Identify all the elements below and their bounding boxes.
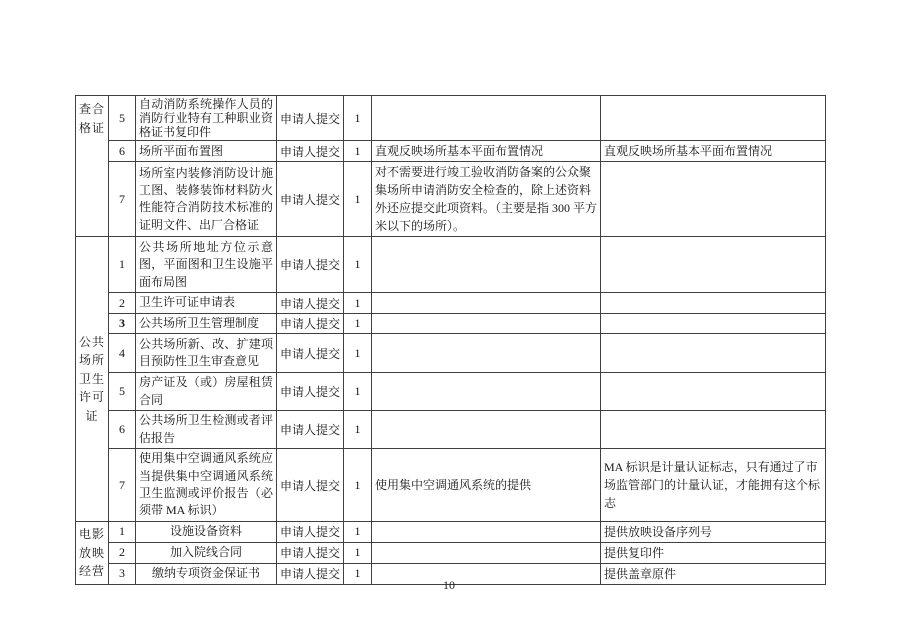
note-cell (372, 96, 601, 141)
document-name-cell: 公共场所卫生检测或者评估报告 (136, 411, 277, 449)
note-cell (372, 237, 601, 293)
row-number-cell: 5 (109, 373, 136, 411)
copies-cell: 1 (344, 334, 372, 373)
submitter-cell: 申请人提交 (277, 141, 344, 162)
remark-cell: 提供复印件 (601, 542, 826, 563)
remark-cell (601, 96, 826, 141)
remark-cell (601, 293, 826, 313)
row-number-cell: 6 (109, 411, 136, 449)
remark-cell: 直观反映场所基本平面布置情况 (601, 141, 826, 162)
category-cell: 查合格证 (76, 96, 109, 237)
remark-cell: 提供盖章原件 (601, 563, 826, 584)
remark-cell (601, 373, 826, 411)
submitter-cell: 申请人提交 (277, 542, 344, 563)
note-cell: 对不需要进行竣工验收消防备案的公众聚集场所申请消防安全检查的，除上述资料外还应提交此项资料。（主要是指 300 平方米以下的场所）。 (372, 162, 601, 237)
document-name-cell: 使用集中空调通风系统应当提供集中空调通风系统卫生监测或评价报告（必须带 MA 标识） (136, 449, 277, 522)
row-number-cell: 4 (109, 334, 136, 373)
table-row (76, 96, 826, 141)
note-cell: 使用集中空调通风系统的提供 (372, 449, 601, 522)
copies-cell: 1 (344, 162, 372, 237)
note-cell (372, 521, 601, 542)
submitter-cell: 申请人提交 (277, 96, 344, 141)
note-cell (372, 334, 601, 373)
document-name-cell: 场所室内装修消防设计施工图、装修装饰材料防火性能符合消防技术标准的证明文件、出厂合格证 (136, 162, 277, 237)
submitter-cell: 申请人提交 (277, 293, 344, 313)
copies-cell: 1 (344, 141, 372, 162)
table-row (76, 141, 826, 162)
submitter-cell: 申请人提交 (277, 162, 344, 237)
table-row (76, 293, 826, 313)
table-body (76, 96, 826, 585)
copies-cell: 1 (344, 373, 372, 411)
row-number-cell: 7 (109, 449, 136, 522)
category-cell: 电影放映经营 (76, 521, 109, 584)
page-number: 10 (443, 578, 455, 592)
row-number-cell: 3 (109, 563, 136, 584)
table-row (76, 373, 826, 411)
remark-cell (601, 313, 826, 333)
copies-cell: 1 (344, 563, 372, 584)
note-cell (372, 313, 601, 333)
copies-cell: 1 (344, 449, 372, 522)
row-number-cell: 1 (109, 237, 136, 293)
document-name-cell: 自动消防系统操作人员的消防行业特有工种职业资格证书复印件 (136, 96, 277, 141)
submitter-cell: 申请人提交 (277, 563, 344, 584)
note-cell (372, 293, 601, 313)
note-cell: 直观反映场所基本平面布置情况 (372, 141, 601, 162)
document-requirements-table (75, 95, 826, 585)
copies-cell: 1 (344, 96, 372, 141)
document-name-cell: 缴纳专项资金保证书 (136, 563, 277, 584)
table-row (76, 162, 826, 237)
row-number-cell: 3 (109, 313, 136, 333)
document-name-cell: 卫生许可证申请表 (136, 293, 277, 313)
row-number-cell: 5 (109, 96, 136, 141)
copies-cell: 1 (344, 313, 372, 333)
submitter-cell: 申请人提交 (277, 521, 344, 542)
copies-cell: 1 (344, 237, 372, 293)
submitter-cell: 申请人提交 (277, 411, 344, 449)
note-cell (372, 411, 601, 449)
document-name-cell: 场所平面布置图 (136, 141, 277, 162)
copies-cell: 1 (344, 411, 372, 449)
table-row (76, 542, 826, 563)
note-cell (372, 373, 601, 411)
remark-cell (601, 237, 826, 293)
row-number-cell: 1 (109, 521, 136, 542)
document-name-cell: 房产证及（或）房屋租赁合同 (136, 373, 277, 411)
document-name-cell: 公共场所新、改、扩建项目预防性卫生审查意见 (136, 334, 277, 373)
copies-cell: 1 (344, 521, 372, 542)
table-row (76, 411, 826, 449)
copies-cell: 1 (344, 542, 372, 563)
submitter-cell: 申请人提交 (277, 334, 344, 373)
document-name-cell: 设施设备资料 (136, 521, 277, 542)
remark-cell (601, 411, 826, 449)
document-name-cell: 加入院线合同 (136, 542, 277, 563)
remark-cell: MA 标识是计量认证标志，只有通过了市场监管部门的计量认证，才能拥有这个标志 (601, 449, 826, 522)
submitter-cell: 申请人提交 (277, 237, 344, 293)
table-row (76, 313, 826, 333)
row-number-cell: 6 (109, 141, 136, 162)
submitter-cell: 申请人提交 (277, 313, 344, 333)
document-name-cell: 公共场所地址方位示意图，平面图和卫生设施平面布局图 (136, 237, 277, 293)
row-number-cell: 7 (109, 162, 136, 237)
category-cell: 公共场所卫生许可证 (76, 237, 109, 521)
submitter-cell: 申请人提交 (277, 373, 344, 411)
note-cell (372, 542, 601, 563)
table-row (76, 521, 826, 542)
submitter-cell: 申请人提交 (277, 449, 344, 522)
copies-cell: 1 (344, 293, 372, 313)
row-number-cell: 2 (109, 293, 136, 313)
row-number-cell: 2 (109, 542, 136, 563)
remark-cell: 提供放映设备序列号 (601, 521, 826, 542)
document-name-cell: 公共场所卫生管理制度 (136, 313, 277, 333)
table-row (76, 449, 826, 522)
table-row (76, 334, 826, 373)
remark-cell (601, 334, 826, 373)
table-row (76, 237, 826, 293)
remark-cell (601, 162, 826, 237)
